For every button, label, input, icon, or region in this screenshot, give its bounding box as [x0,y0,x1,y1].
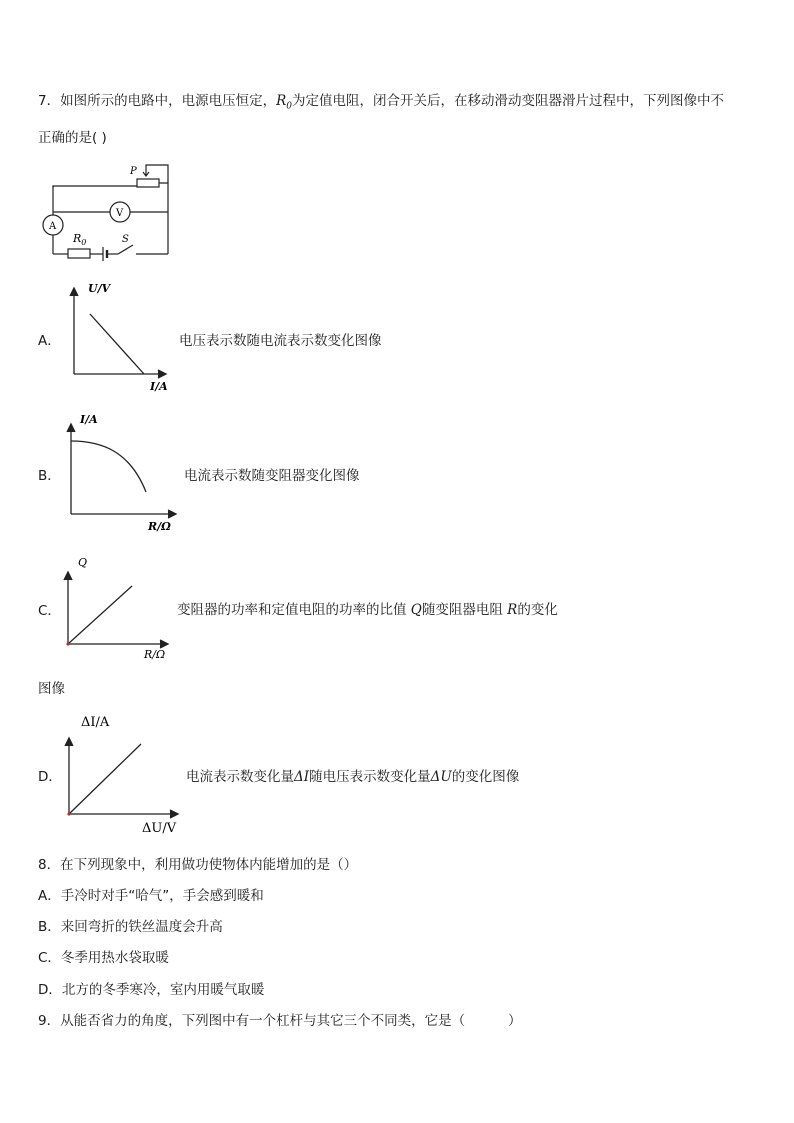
q7-stem-line1: 7．如图所示的电路中，电源电压恒定，$R_0$为定值电阻，闭合开关后，在移动滑动变阻器滑片过程中，下列图像中不 [38,93,724,112]
r0-symbol: $R_0$ [276,93,292,112]
option-c-line [68,586,132,644]
voltmeter-label: V [116,208,124,219]
option-d-xlabel: ΔU/V [142,821,177,836]
q7-stem-line2: 正确的是( ) [38,130,107,146]
option-a-xlabel: I/A [150,380,168,393]
option-b-desc: 电流表示数随变阻器变化图像 [184,468,360,484]
option-d-line [69,744,141,814]
option-c-letter: C． [38,603,61,619]
q8-option-b: B．来回弯折的铁丝温度会升高 [38,919,223,935]
option-a-letter: A． [38,333,61,349]
circuit-diagram [40,162,180,262]
option-a-desc: 电压表示数随电流表示数变化图像 [179,333,382,349]
option-b-graph [58,412,188,532]
option-d-ylabel: ΔI/A [81,715,110,730]
q9-stem: 9．从能否省力的角度，下列图中有一个杠杆与其它三个不同类，它是（ ） [38,1013,522,1029]
option-b-curve [71,441,146,492]
option-c-graph [56,552,186,662]
option-b-letter: B． [38,468,61,484]
option-a-graph [60,282,180,392]
q8-option-a: A．手冷时对手“哈气”，手会感到暖和 [38,888,264,904]
option-d-desc: 电流表示数变化量ΔI随电压表示数变化量ΔU的变化图像 [186,769,520,785]
ammeter-label: A [49,221,57,232]
q8-option-d: D．北方的冬季寒冷，室内用暖气取暖 [38,982,265,998]
slider-label: P [130,166,137,177]
q8-stem: 8．在下列现象中，利用做功使物体内能增加的是（） [38,857,358,873]
option-c-desc: 变阻器的功率和定值电阻的功率的比值 Q随变阻器电阻 R的变化 [177,602,558,618]
option-a-ylabel: U/V [88,282,111,295]
option-c-ylabel: Q [78,556,88,569]
option-a-line [90,314,144,374]
option-d-letter: D． [38,769,62,785]
switch-label: S [122,234,129,245]
option-b-ylabel: I/A [80,413,98,426]
option-c-desc-wrap: 图像 [38,681,65,697]
q7-number: 7 [38,93,47,109]
option-b-xlabel: R/Ω [148,520,171,533]
q8-option-c: C．冬季用热水袋取暖 [38,950,169,966]
resistor-label: $R_0$ [73,232,87,247]
option-c-xlabel: R/Ω [144,648,166,661]
option-d-graph [56,706,196,836]
